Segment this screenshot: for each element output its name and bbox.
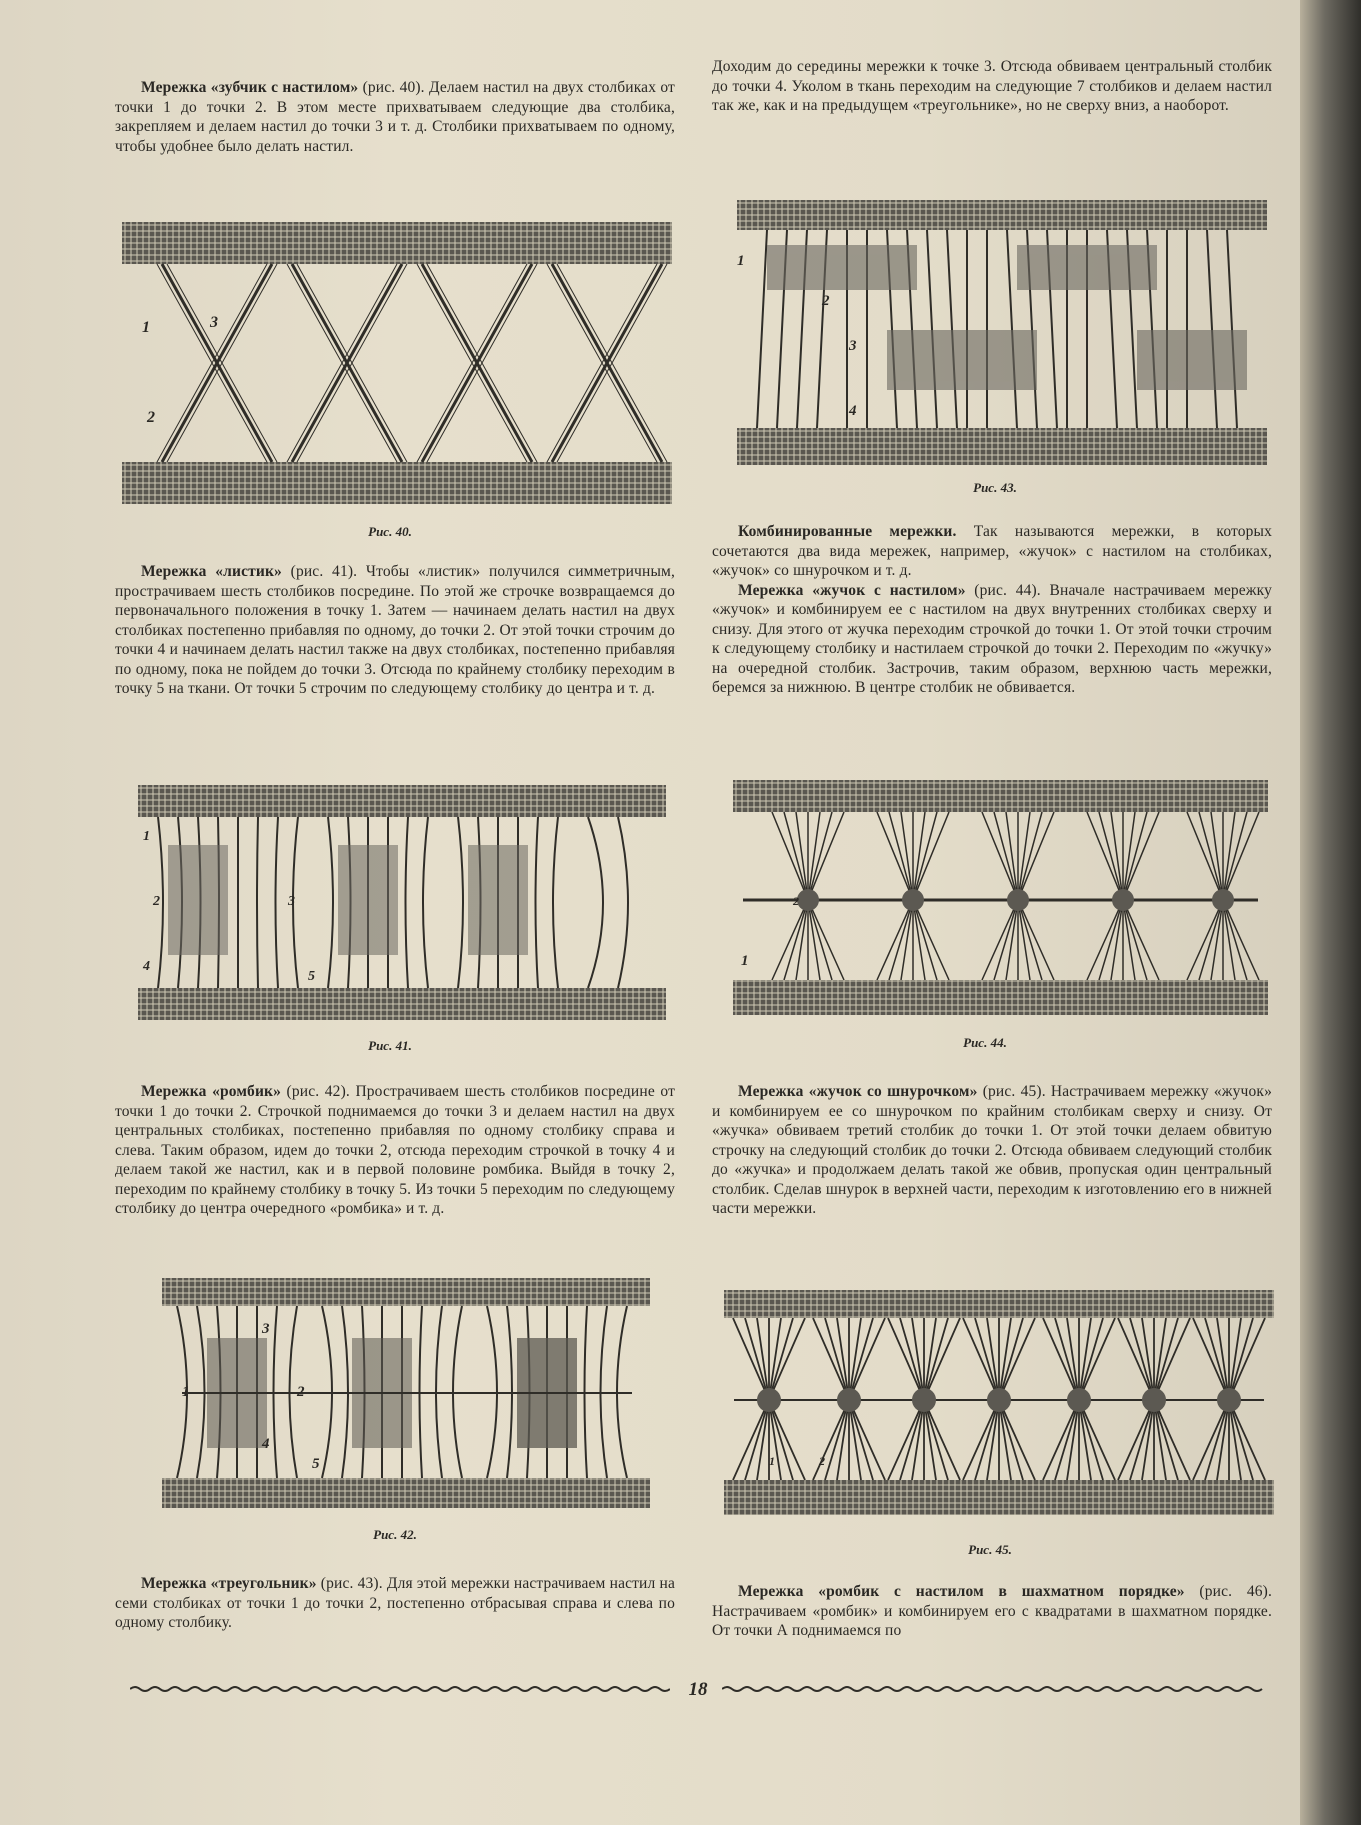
fig42-label-1: 1 <box>182 1384 190 1400</box>
figure-41 <box>138 785 666 1020</box>
figure-45 <box>724 1290 1274 1515</box>
knot-mark <box>837 1388 861 1412</box>
caption-fig45: Рис. 45. <box>968 1542 1012 1557</box>
paragraph-title: Мережка «листик» <box>141 563 282 580</box>
paragraph-body: (рис. 45). Настрачиваем мережку «жучок» и комбинируем ее со шнурочком по крайним столбикам сверху и снизу. От «жучка» обвиваем третий столбик до точки 1. От этой точки делаем обвитую строчку на следующий столбик до точки 2. Отсюда обвиваем следующий столбик до «жучка» и продолжаем делать такой же обвив, пропуская один центральный столбик. Сделав шнурок в верхней части, переходим к изготовлению его в нижней части мережки. <box>712 1083 1272 1217</box>
figure-40 <box>122 222 672 504</box>
paragraph-treugolnik-cont <box>712 57 1272 116</box>
fig41-label-5: 5 <box>308 969 315 984</box>
figure-42 <box>162 1278 650 1508</box>
knot-mark <box>912 1388 936 1412</box>
fig45-label-2: 2 <box>819 1454 825 1468</box>
paragraph-title: Мережка «жучок с настилом» <box>738 581 966 599</box>
paragraph-body: (рис. 43). Для этой мережки настрачиваем настил на семи столбиках от точки 1 до точки 2, постепенно отбрасывая справа и слева по одному столбику. <box>115 1575 675 1631</box>
fig41-label-1: 1 <box>143 829 150 844</box>
fig44-label-1: 1 <box>741 953 749 969</box>
paragraph-zubchik <box>115 78 675 156</box>
paragraph-body: (рис. 41). Чтобы «листик» получился симметричным, прострачиваем шесть столбиков посредине. По этой же строчке возвращаемся до первоначального положения в точку 1. Затем — начинаем делать настил на двух столбиках постепенно прибавляя по одному, до точки 2. От этой точки строчим до точки 4 и начинаем делать настил также на двух столбиках, постепенно прибавляя по одному, пока не пойдем до точки 3. Отсюда по крайнему столбику переходим в точку 5 на ткани. От точки 5 строчим по следующему столбику до центра и т. д. <box>115 563 675 697</box>
paragraph-title: Мережка «ромбик с настилом в шахматном порядке» <box>738 1583 1185 1600</box>
paragraph-body: (рис. 46). Настрачиваем «ромбик» и комбинируем его с квадратами в шахматном порядке. От точки А поднимаемся по <box>712 1583 1272 1639</box>
paragraph-body: (рис. 42). Прострачиваем шесть столбиков посредине от точки 1 до точки 2. Строчкой поднимаемся до точки 3 и делаем настил на двух центральных столбиках, постепенно прибавляя по одному столбику справа и слева. Таким образом, идем до точки 2, отсюда переходим строчкой в точку 4 и делаем такой же настил, как и в первой половине ромбика. Выйдя в точку 2, переходим по крайнему столбику в точку 5. Из точки 5 переходим по следующему столбику до центра очередного «ромбика» и т. д. <box>115 1083 675 1217</box>
caption-fig40: Рис. 40. <box>368 524 412 539</box>
fig41-label-4: 4 <box>143 959 150 974</box>
knot-mark <box>987 1388 1011 1412</box>
paragraph-title: Мережка «ромбик» <box>141 1083 282 1100</box>
knot-mark <box>1112 889 1134 911</box>
paragraph-body: (рис. 44). Вначале настрачиваем мережку «жучок» и комбинируем ее с настилом на двух внутренних столбиках сверху и снизу. Для этого от жучка переходим строчкой до точки 1. От этой точки строчим к следующему столбику и настилаем строчкой до точки 2. Переходим по «жучку» на очередной столбик. Застрочив, таким образом, верхнюю часть мережки, беремся за нижнюю. В центре столбик не обвивается. <box>712 581 1272 696</box>
fig44-label-2: 2 <box>793 894 799 908</box>
paragraph-title: Мережка «зубчик с настилом» <box>141 79 359 96</box>
paragraph-body: Доходим до середины мережки к точке 3. Отсюда обвиваем центральный столбик до точки 4. Уколом в ткань переходим на следующие 7 столбиков и делаем настил так же, как и на предыдущем «треугольнике», но не сверху вниз, а наоборот. <box>712 58 1272 114</box>
footer-rule-left <box>130 1685 670 1693</box>
paragraph-body: (рис. 40). Делаем настил на двух столбиках от точки 1 до точки 2. В этом месте прихватываем следующие два столбика, закрепляем и делаем настил до точки 3 и т. д. Столбики прихватываем по одному, чтобы удобнее было делать настил. <box>115 79 675 155</box>
fig42-label-3: 3 <box>262 1321 270 1337</box>
paragraph-zhuchok-shnurok <box>712 1082 1272 1219</box>
paragraph-title: Мережка «треугольник» <box>141 1575 317 1592</box>
knot-mark <box>1142 1388 1166 1412</box>
paragraph-combined <box>712 522 1272 698</box>
figure-44 <box>733 780 1268 1015</box>
knot-mark <box>1217 1388 1241 1412</box>
paragraph-rombik <box>115 1082 675 1219</box>
book-edge <box>1300 0 1361 1825</box>
page-number: 18 <box>688 1679 708 1700</box>
knot-mark <box>757 1388 781 1412</box>
fig42-label-4: 4 <box>262 1436 270 1452</box>
footer-rule-right <box>722 1685 1270 1693</box>
knot-mark <box>902 889 924 911</box>
fig40-label-3: 3 <box>210 314 218 331</box>
figure-43 <box>737 200 1267 465</box>
fig43-label-2: 2 <box>822 293 830 309</box>
fig41-label-3: 3 <box>288 894 295 909</box>
fig45-label-1: 1 <box>769 1454 775 1468</box>
caption-fig42: Рис. 42. <box>373 1527 417 1542</box>
fig43-label-3: 3 <box>849 338 857 354</box>
knot-mark <box>797 889 819 911</box>
caption-fig41: Рис. 41. <box>368 1038 412 1053</box>
knot-mark <box>1007 889 1029 911</box>
fig41-label-2: 2 <box>153 894 160 909</box>
paragraph-rombik-shakhmat <box>712 1582 1272 1641</box>
fig40-label-1: 1 <box>142 319 150 336</box>
fig42-label-2: 2 <box>297 1384 305 1400</box>
caption-fig44: Рис. 44. <box>963 1035 1007 1050</box>
fig40-label-2: 2 <box>147 409 155 426</box>
fig42-label-5: 5 <box>312 1456 320 1472</box>
knot-mark <box>1067 1388 1091 1412</box>
paragraph-title: Мережка «жучок со шнурочком» <box>738 1083 978 1100</box>
paragraph-title: Комбинированные мережки. <box>738 523 957 540</box>
caption-fig43: Рис. 43. <box>973 480 1017 495</box>
fig43-label-1: 1 <box>737 253 745 269</box>
paragraph-body: Так называются мережки, в которых сочетаются два вида мережек, например, «жучок» с настилом на столбиках, «жучок» со шнурочком и т. д. <box>712 523 1273 579</box>
paragraph-listik <box>115 562 675 699</box>
paragraph-treugolnik <box>115 1574 675 1633</box>
fig43-label-4: 4 <box>849 403 857 419</box>
knot-mark <box>1212 889 1234 911</box>
